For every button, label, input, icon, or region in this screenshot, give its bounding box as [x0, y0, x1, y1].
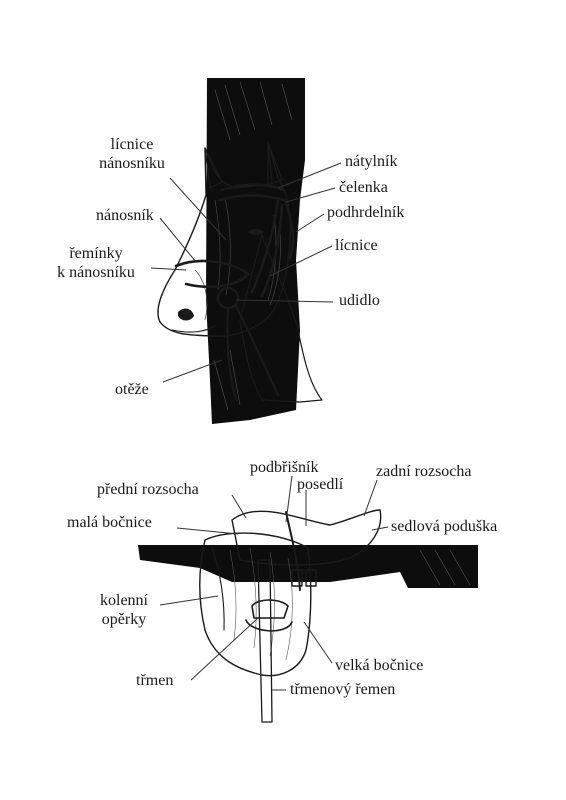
horse-head-illustration [158, 78, 322, 424]
label-nanosnik: nánosník [96, 207, 154, 224]
label-trmenovy-remen: třmenový řemen [290, 681, 396, 698]
label-licnice: lícnice [335, 237, 378, 254]
label-udidlo: udidlo [339, 292, 380, 309]
label-licnice-nanosniku-line2: nánosníku [99, 155, 165, 172]
label-podhrdelnik: podhrdelník [327, 204, 405, 221]
label-licnice-nanosniku-line1: lícnice [110, 136, 154, 153]
label-kolenni-line2: opěrky [101, 611, 147, 628]
label-sedlova-poduska: sedlová poduška [391, 518, 498, 535]
label-podbrisnik: podbřišník [250, 459, 319, 476]
dark-backdrop [206, 78, 305, 424]
label-trmen: třmen [136, 672, 174, 689]
label-oteze: otěže [115, 381, 149, 398]
label-mala-bocnice: malá bočnice [67, 514, 152, 531]
label-posedli: posedlí [297, 476, 344, 493]
label-reminky-k-nanosniku [40, 244, 152, 282]
label-kolenni-line1: kolenní [100, 592, 148, 609]
label-reminky-line1: řemínky [69, 245, 123, 262]
label-licnice-nanosniku [84, 135, 180, 173]
label-velka-bocnice: velká bočnice [335, 657, 424, 674]
label-predni-rozsocha: přední rozsocha [97, 481, 199, 498]
label-celenka: čelenka [339, 179, 388, 196]
label-reminky-line2: k nánosníku [57, 264, 135, 281]
label-natylnik: nátylník [345, 153, 398, 170]
label-kolenni-operky [88, 591, 160, 629]
label-zadni-rozsocha: zadní rozsocha [376, 463, 472, 480]
